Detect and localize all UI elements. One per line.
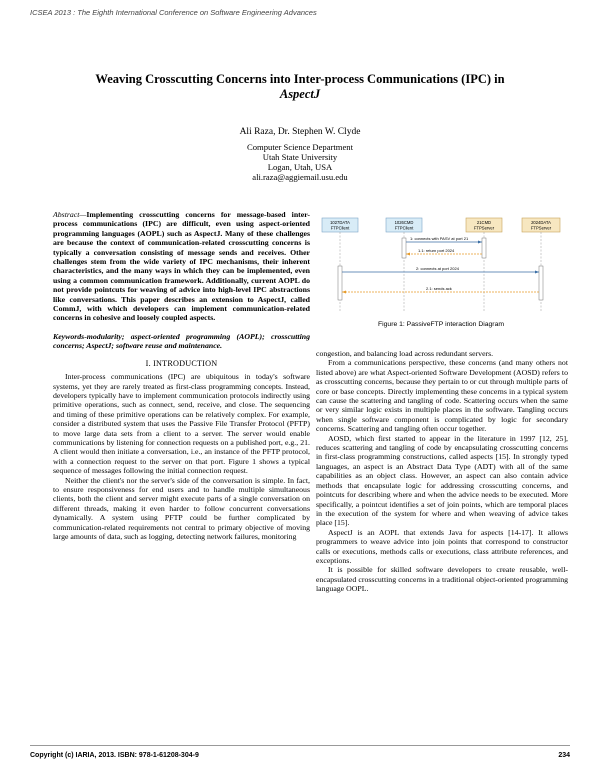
svg-text:2: connects at port 2024: 2: connects at port 2024 [416,266,459,271]
svg-text:2.1: sends ack: 2.1: sends ack [426,286,452,291]
message-2 [342,266,539,274]
title-line-1: Weaving Crosscutting Concerns into Inter-process Communications (IPC) in [95,72,505,86]
participant-2024data-ftpserver [522,218,560,232]
participant-1026cmd-ftpclient [386,218,422,232]
svg-text:FTPClient: FTPClient [394,225,414,231]
paper-title [60,72,540,102]
figure-caption: Figure 1: PassiveFTP interaction Diagram [377,321,505,328]
intro-paragraph-1: Inter-process communications (IPC) are ubiquitous in today's software systems, yet they are rarely treated as first-class programming concepts. Instead, developers typically have to implement communication protocols indirectly using primitive operations, such as connect, send, receive, and close. The sequencing and timing of these primitive operations can be relatively complex. For example, consider a distributed system that uses the Passive File Transfer Protocol (PFTP) to move large data sets from a client to a server. The server would enable communications by listening for connection requests on a published port, e.g., 21. A client would then initiate a conversation, i.e., an instance of the PFTP protocol, with a connection request to the server on that port. Figure 1 shows a typical sequence of messages following the initial connection request. [53,372,310,476]
left-column [53,210,310,541]
section-heading-introduction: I. INTRODUCTION [145,358,218,368]
abstract [53,210,310,323]
figure-1-sequence-diagram [316,212,566,315]
university: Utah State University [262,152,338,162]
sequence-diagram-svg [316,212,566,315]
message-1-1 [406,248,482,256]
abstract-text: Implementing crosscutting concerns for message-based inter-process communications (IPC) are difficult, even using aspect-oriented programming languages (AOPL) such as AspectJ. Many of these challenges are because the context of communication-related crosscutting concerns is typically a conversation consisting of message sends and receives. Other challenges stem from the wide variety of IPC mechanisms, their inherent characteristics, and the many ways in which they can be implemented, even using a common communication framework. Additionally, current AOPL do not provide pointcuts for weaving of advice into high-level IPC abstractions like conversations. This paper describes an extension to AspectJ, called CommJ, with which developers can implement communication-related concerns in cohesive and loosely coupled aspects. [53,210,310,323]
svg-text:FTPServer: FTPServer [473,225,495,231]
right-paragraph-1: From a communications perspective, these concerns (and many others not listed above) are what Aspect-oriented Software Development (AOSD) refers to as crosscutting concerns, because they pertain to or cut through multiple parts of core or base concepts. Directly implementing these concerns in a typical system can cause the scattering and tangling of code. Scattering occurs when the same or very similar logic exists in multiple places in the software. Tangling occurs when single software component is complicated by logic for secondary concerns. Scattering and tangling often occur together. [316,358,568,434]
svg-text:FTPClient: FTPClient [330,225,350,231]
footer-divider [30,745,570,746]
right-paragraph-0: congestion, and balancing load across redundant servers. [316,349,494,358]
page-number: 234 [558,752,570,759]
right-paragraph-4: It is possible for skilled software developers to create reusable, well-encapsulated crosscutting concerns in a traditional object-oriented programming language OOPL. [316,565,568,594]
message-1 [406,236,482,244]
keywords: Keywords-modularity; aspect-oriented programming (AOPL); crosscutting concerns; AspectJ; software reuse and maintenance. [53,331,310,351]
svg-text:1.1: return port 2024: 1.1: return port 2024 [418,248,455,253]
svg-text:1027DATA: 1027DATA [330,220,350,225]
right-column [316,349,568,594]
svg-text:FTPServer: FTPServer [530,225,552,231]
abstract-label: Abstract— [53,210,87,219]
svg-text:21CMD: 21CMD [476,220,492,225]
right-paragraph-3: AspectJ is an AOPL that extends Java for aspects [14-17]. It allows programmers to weave advice into join points that correspond to constructor calls or executions, methods calls or executions, class attribute references, and exceptions. [316,527,568,565]
participant-1027data-ftpclient [322,218,358,232]
department: Computer Science Department [247,142,353,152]
email: ali.raza@aggiemail.usu.edu [252,172,348,182]
affiliation [150,142,450,182]
city: Logan, Utah, USA [267,162,333,172]
svg-text:1026CMD: 1026CMD [394,220,414,225]
participant-21cmd-ftpserver [466,218,502,232]
svg-text:2024DATA: 2024DATA [531,220,551,225]
authors: Ali Raza, Dr. Stephen W. Clyde [239,127,361,137]
footer-copyright: Copyright (c) IARIA, 2013. ISBN: 978-1-61208-304-9 [30,752,199,759]
title-line-2: AspectJ [279,87,321,101]
message-2-1 [342,286,539,294]
running-header: ICSEA 2013 : The Eighth International Conference on Software Engineering Advances [30,8,317,17]
svg-text:1: connects with PASV at port: 1: connects with PASV at port 21 [410,236,469,241]
intro-paragraph-2: Neither the client's nor the server's side of the conversation is simple. In fact, to ensure responsiveness for end users and to handle multiple simultaneous clients, both the client and server might execute parts of a single conversation on different threads, making it even harder to follow concurrent conversations dynamically. A system using PFTP could be further complicated by communication-related requirements not central to primary objective of moving large amounts of data, such as logging, detecting network failures, monitoring [53,475,310,541]
right-paragraph-2: AOSD, which first started to appear in the literature in 1997 [12, 25], reduces scattering and tangling of code by encapsulating crosscutting concerns in first-class programming constructions, called aspects [15]. In strongly typed languages, an aspect is an Abstract Data Type (ADT) with all of the same capabilities as an object class. However, an aspect can also contain advice methods that encapsulate logic for addressing crosscutting concerns, and pointcuts for describing where and when the advice needs to be executed. More specifically, a pointcut identifies a set of join points, which are temporal places in the execution of the system for where and when weaving of advice takes place [15]. [316,433,568,528]
